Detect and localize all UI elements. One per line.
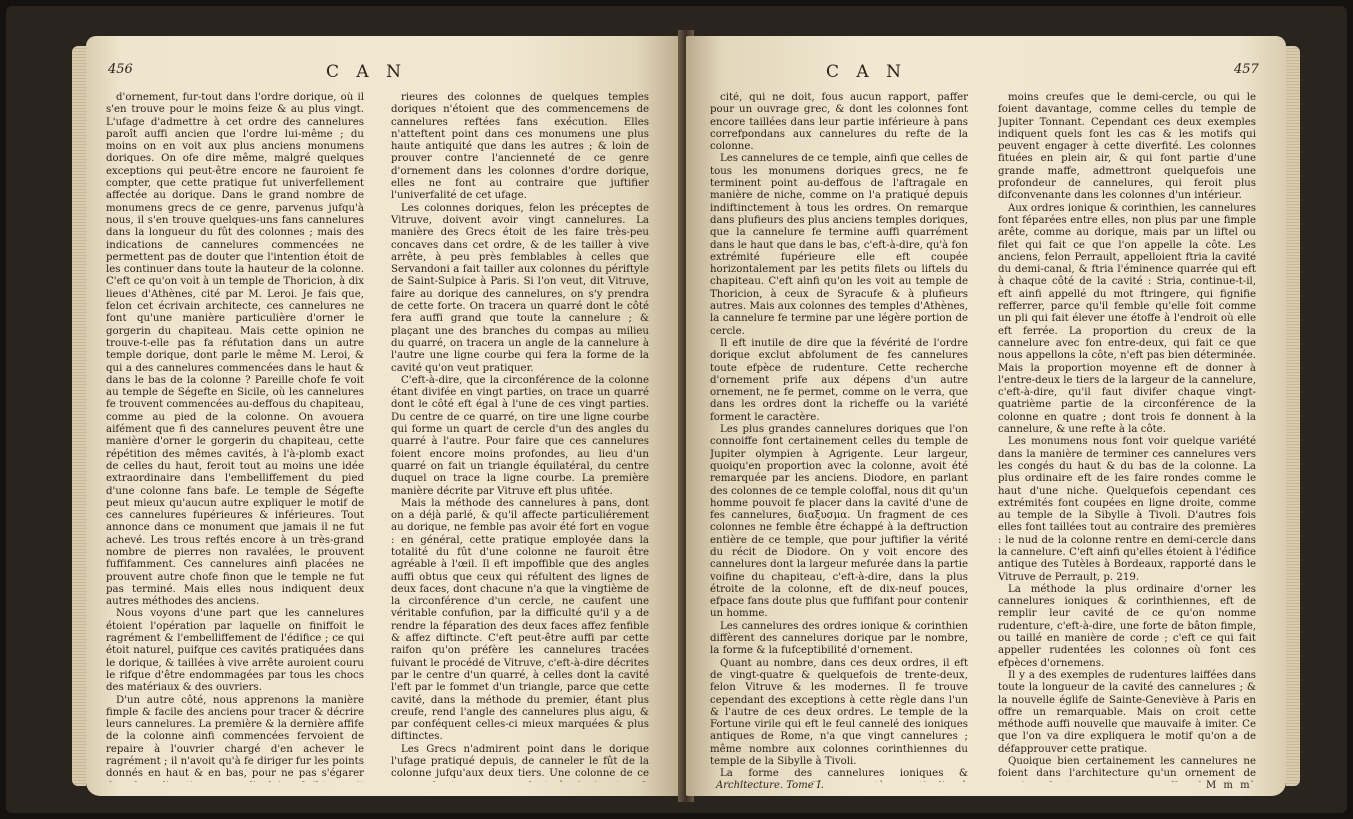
paragraph: La forme des cannelures ioniques &: [720, 768, 968, 780]
right-page: [686, 36, 1286, 796]
paragraph: D'un autre côté, nous apprenons la manière fimple & facile des anciens pour tracer & décrire leurs cannelures. La première & la dernière affife de la colonne ainfi commencées fervoient de repaire à l'ouvrier chargé d'en achever le ragrément ; il n'avoit qu'à fe diriger fur les points donnés en haut & en bas, pour ne pas s'égarer: [106, 694, 364, 780]
text-column-2: [998, 92, 1256, 782]
text-column-1: [106, 92, 364, 782]
page-number: 456: [108, 62, 133, 77]
paragraph: Les cannelures des ordres ionique & corinthien diffèrent des cannelures dorique par le nombre, la forme & la fufceptibilité d'ornement.: [710, 620, 968, 657]
right-page-edges: [1286, 46, 1300, 786]
paragraph: Les colonnes doriques, felon les préceptes de Vitruve, doivent avoir vingt cannelures. La manière des Grecs étoit de les faire très-peu concaves dans cet ordre, & de les tailler à vive arrête, à peu près femblables à celles que Servandoni a fait tailler aux colonnes du périftyle de Saint-Sulpice à Paris. Si l'on veut, dit Vitruve, faire au dorique des cannelures, on s'y prendra de cette forte. On tracera un quarré dont le côté fera auffi grand que toute la cannelure ; & plaçant une des branches du compas au milieu du quarré, on tracera un angle de la cannelure à l'autre une ligne courbe qui fera la forme de la cavité qu'on veut pratiquer.: [391, 202, 649, 374]
left-page-edges: [72, 46, 86, 786]
paragraph: Les plus grandes cannelures doriques que l'on connoiffe font certainement celles du temple de Jupiter olympien à Agrigente. Leur largeur, quoiqu'en proportion avec la colonne, avoit été remarquée par les anciens. Diodore, en parlant des colonnes de ce temple coloffal, nous dit qu'un homme pouvoit fe placer dans la cavité d'une de fes cannelures, διαξυσμα. Un fragment de ces colonnes ne femble être échappé à la deftruction entière de ce temple, que pour juftifier la vérité du récit de Diodore. On y voit encore des cannelures dont la largeur mefurée dans la partie voifine du chapiteau, c'eft-à-dire, dans la plus étroite de la colonne, eft de dix-neuf pouces, efpace fans doute plus que fuffifant pour contenir un homme.: [710, 424, 968, 620]
book-spread: [6, 6, 1347, 813]
paragraph: Les Grecs n'admirent point dans le dorique l'ufage pratiqué depuis, de canneler le fût de la colonne jufqu'aux deux tiers. Une colonne de ce: [391, 743, 649, 780]
paragraph: Nous voyons d'une part que les cannelures étoient l'opération par laquelle on finiffoit le ragrément & l'embelliffement de l'édifice ; ce qui étoit naturel, puifque ces cavités pratiquées dans le dorique, & taillées à vive arrête auroient couru le rifque d'être endommagées par tous les chocs des matériaux & des ouvriers.: [106, 608, 364, 694]
left-page: [86, 36, 684, 796]
paragraph: Quoique bien certainement les cannelures ne foient dans l'architecture qu'un ornement de: [998, 756, 1256, 780]
running-head: C A N: [326, 62, 407, 82]
paragraph: Aux ordres ionique & corinthien, les cannelures font féparées entre elles, non plus par une fimple arête, comme au dorique, mais par un liftel ou filet qui fait ce que l'on appelle la côte. Les anciens, felon Perrault, appelloient ftria la cavité du demi-canal, & ftria l'éminence quarrée qui eft à chaque côté de la cavité : Stria, continue-t-il, eft ainfi appellé du mot ftringere, qui fignifie refferrer, parce qu'il femble qu'elle foit comme un pli qui fait élever une étoffe à l'endroit où elle eft ferrée. La proportion du creux de la cannelure avec fon entre-deux, qui fait ce que nous appellons la côte, n'eft pas bien déterminée. Mais la proportion moyenne eft de donner à l'entre-deux le tiers de la largeur de la cannelure, c'eft-à-dire, qu'il faut divifer chaque vingt-quatrième partie de la circonférence de la colonne en quatre ; dont trois fe donnent à la cannelure, & une refte à la côte.: [998, 202, 1256, 436]
paragraph: Quant au nombre, dans ces deux ordres, il eft de vingt-quatre & quelquefois de trente-deux, felon Vitruve & les modernes. Il fe trouve cependant des exceptions à cette règle dans l'un & l'autre de ces deux ordres. Le temple de la Fortune virile qui eft le feul cannelé des ioniques antiques de Rome, n'a que vingt cannelures ; même nombre aux colonnes corinthiennes du temple de la Sibylle à Tivoli.: [710, 657, 968, 768]
page-number: 457: [1234, 62, 1259, 77]
paragraph: La méthode la plus ordinaire d'orner les cannelures ioniques & corinthiennes, eft de remplir leur cavité de ce qu'on nomme rudenture, c'eft-à-dire, une forte de bâton fimple, ou taillé en manière de corde ; c'eft ce qui fait appeller rudentées les colonnes où font ces efpèces d'ornemens.: [998, 583, 1256, 669]
text-column-1: [710, 92, 968, 782]
paragraph: rieures des colonnes de quelques temples doriques n'étoient que des commencemens de cannelures reftées fans exécution. Elles n'atteftent point dans ces monumens une plus haute antiquité que dans les autres ; & loin de prouver contre l'ancienneté de ce genre d'ornement dans les colonnes d'ordre dorique, elles ne font au contraire que juftifier l'univerfalité de cet ufage.: [391, 92, 649, 202]
paragraph: Il eft inutile de dire que la févérité de l'ordre dorique exclut abfolument de fes cannelures toute efpèce de rudenture. Cette recherche d'ornement prife aux dépens d'un autre ornement, ne fe permet, comme on le verra, que dans les ordres dont la richeffe ou la variété forment le caractère.: [710, 337, 968, 423]
signature-mark: M m m: [1206, 780, 1252, 791]
paragraph: C'eft-à-dire, que la circonférence de la colonne étant divifée en vingt parties, on trace un quarré dont le côté eft égal à l'une de ces vingt parties. Du centre de ce quarré, on tire une ligne courbe qui forme un quart de cercle d'un des angles du quarré à l'autre. Pour faire que ces cannelures foient encore moins profondes, au lieu d'un quarré on fait un triangle équilatéral, du centre duquel on trace la ligne courbe. La première manière décrite par Vitruve eft plus ufitée.: [391, 374, 649, 497]
page-footer: Architecture. Tome I.: [716, 780, 824, 791]
text-column-2: [391, 92, 649, 782]
paragraph: Les cannelures de ce temple, ainfi que celles de tous les monumens doriques grecs, ne fe terminent point au-deffous de l'aftragale en manière de niche, comme on l'a pratiqué depuis indiftinctement à tous les ordres. On remarque dans plufieurs des plus anciens temples doriques, que la cannelure fe termine auffi quarrément dans le haut que dans le bas, c'eft-à-dire, qu'à fon extrémité fupérieure elle eft coupée horizontalement par les petits filets ou liftels du chapiteau. C'eft ainfi qu'on les voit au temple de Thoricion, à ceux de Syracufe & à plufieurs autres. Mais aux colonnes des temples d'Athènes, la cannelure fe termine par une légère portion de cercle.: [710, 153, 968, 337]
paragraph: Il y a des exemples de rudentures laiffées dans toute la longueur de la cavité des cannelures ; & la nouvelle églife de Sainte-Geneviève à Paris en offre un remarquable. Mais on croit cette méthode auffi nouvelle que mauvaife à imiter. Ce que l'on va dire expliquera le motif qu'on a de défapprouver cette pratique.: [998, 669, 1256, 755]
paragraph: Mais la méthode des cannelures à pans, dont on a déjà parlé, & qu'il affecte particuliérement au dorique, ne femble pas avoir été fort en vogue : en général, cette pratique employée dans la totalité du fût d'une colonne ne fauroit être agréable à l'œil. Il eft impoffible que des angles auffi obtus que ceux qui réfultent des lignes de deux faces, dont chacune n'a que la vingtième de la circonférence d'un cercle, ne caufent une véritable confufion, par la difficulté qu'il y a de rendre la féparation des deux faces affez fenfible & affez diftincte. C'eft peut-être auffi par cette raifon qu'on préfère les cannelures tracées fuivant le procédé de Vitruve, c'eft-à-dire décrites par le centre d'un quarré, à celles dont la cavité l'eft par le fommet d'un triangle, parce que cette cavité, dans la méthode du premier, étant plus creufe, rend l'angle des cannelures plus aigu, & par conféquent celles-ci mieux marquées & plus diftinctes.: [391, 497, 649, 743]
running-head: C A N: [826, 62, 907, 82]
paragraph: cité, qui ne doit, fous aucun rapport, paffer pour un ouvrage grec, & dont les colonnes font encore taillées dans leur partie inférieure à pans correfpondans aux cannelures du refte de la colonne.: [710, 92, 968, 153]
paragraph: Les monumens nous font voir quelque variété dans la manière de terminer ces cannelures vers les congés du haut & du bas de la colonne. La plus ordinaire eft de les faire rondes comme le haut d'une niche. Quelquefois cependant ces extrémités font coupées en ligne droite, comme au temple de la Sibylle à Tivoli. D'autres fois elles font taillées tout au contraire des premières : le nud de la colonne rentre en demi-cercle dans la cannelure. C'eft ainfi qu'elles étoient à l'édifice antique des Tutèles à Bordeaux, rapporté dans le Vitruve de Perrault, p. 219.: [998, 436, 1256, 583]
paragraph: moins creufes que le demi-cercle, ou qui le foient davantage, comme celles du temple de Jupiter Tonnant. Cependant ces deux exemples indiquent quels font les cas & les motifs qui peuvent engager à cette diverfité. Les colonnes fituées en plein air, & qui font partie d'une grande maffe, admettront quelquefois une profondeur de cannelures, qui feroit plus difconvenante dans les colonnes d'un intérieur.: [998, 92, 1256, 202]
paragraph: d'ornement, fur-tout dans l'ordre dorique, où il s'en trouve pour le moins feize & au plus vingt. L'ufage d'admettre à cet ordre des cannelures paroît auffi ancien que l'ordre lui-même ; du moins on en voit aux plus anciens monumens doriques. On ofe dire même, malgré quelques exceptions qui peut-être encore ne fauroient fe compter, que cette pratique fut univerfellement affectée au dorique. Dans le grand nombre de monumens grecs de ce genre, parvenus jufqu'à nous, il s'en trouve quelques-uns fans cannelures dans la longueur du fût des colonnes ; mais des indications de cannelures commencées ne permettent pas de douter que l'intention étoit de les continuer dans toute la hauteur de la colonne. C'eft ce qu'on voit à un temple de Thoricion, à dix lieues d'Athènes, cité par M. Leroi. Je fais que, felon cet écrivain architecte, ces cannelures ne font qu'une manière particulière d'orner le gorgerin du chapiteau. Mais cette opinion ne trouve-t-elle pas fa réfutation dans un autre temple dorique, dont parle le même M. Leroi, & qui a des cannelures commencées dans le haut & dans le bas de la colonne ? Pareille chofe fe voit au temple de Ségefte en Sicile, où les cannelures fe trouvent commencées au-deffous du chapiteau, comme au pied de la colonne. On avouera aifément que fi des cannelures peuvent être une manière d'orner le gorgerin du chapiteau, cette répétition des mêmes cavités, à l'à-plomb exact de celles du haut, feroit tout au moins une idée extraordinaire dans l'embelliffement du pied d'une colonne fans bafe. Le temple de Ségefte peut mieux qu'aucun autre expliquer le motif de ces cannelures fupérieures & inférieures. Tout annonce dans ce monument que jamais il ne fut achevé. Les trous reftés encore à un très-grand nombre de pierres non ravalées, le prouvent fuffifamment. Ces cannelures ainfi placées ne prouvent autre chofe finon que le temple ne fut pas terminé. Mais elles nous indiquent deux autres méthodes des anciens.: [106, 92, 364, 608]
